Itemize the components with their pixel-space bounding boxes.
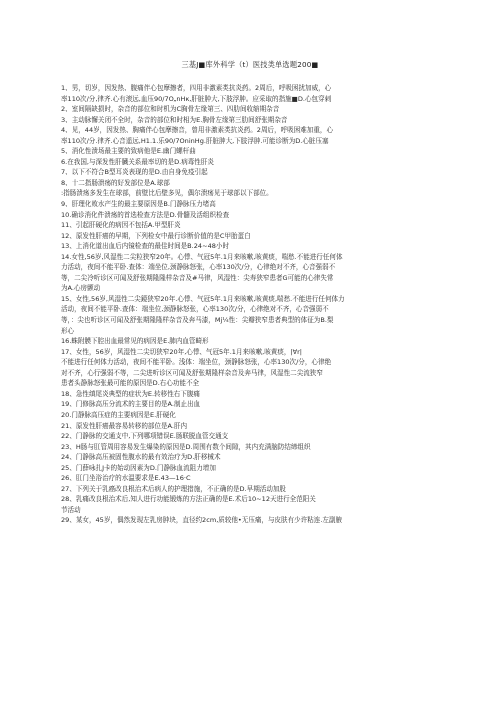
text-line: 17、女性，56岁，风湿性二尖切狭窄20年,心悸、气冠5年.1月来咳嗽,咳黄痰，|∀r| [61, 347, 303, 356]
text-line: 活动，夜间不能平卧.查体：端坐位,颈静脉怒张，心率130次/分，心律绝对不齐，心音强弱不 [61, 305, 329, 314]
text-line: 11、引起肝硬化的病因不包括A.甲型肝炎 [61, 221, 181, 230]
text-line: 12、原发性肝癌的早期，下列检女中最行诊断价值的是C甲胎蛋白 [61, 231, 251, 240]
text-line: 3、主动脉懈关闭不全时，杂音的部位和时相为E.胸骨左缘第三肋间舒张期杂音 [61, 115, 288, 124]
text-line: 对不齐，心行强弱不等，二尖进听诊区可闻及舒张期隆样杂音及奔马律，风湿性二尖流狭窄 [61, 368, 323, 377]
text-line: :指肠溃疡多发生在球部，前壁比后壁多见，偶尔溃疡见于球部以下部位。 [61, 189, 273, 198]
text-line: 26、肛门坐浴治疗的水温要求是E.43—16·C [61, 474, 191, 483]
text-line: 不能进行任何体力活动，夜间不能平卧。浅体：端坐位，颈静脉怒张，心率130次/分，心律绝 [61, 358, 332, 367]
text-line: 15、女性,56岁,风湿性二尖鏡狭窄20年.心悸、气冠5年.1月来咳嗽,咳黄痰,喘愁.不能进行任何体力 [61, 294, 345, 303]
text-line: 等，：尖也听诊区可闻及舒张期隆隆样杂音及奔马漆，Mj¼性：尖瓣狭窄患者典型的体征为B.梨 [61, 316, 334, 325]
text-line: 18、急性缜尾炎典型的症状为E.转移性右下腹痛 [61, 389, 200, 398]
text-line: 1、男，切岁，因发热、腹痛伴心包摩擦者，四用非激素类抗炎药。2周后，呼吸困扰加威，心 [61, 84, 332, 92]
text-line: 2、室间隔缺损时，杂音的部位和时机为C胸骨左缘第三、四肋间收缩期杂音 [61, 105, 280, 114]
text-line: 10.确诊消化件溃疡的首选检查方法是D.骨髓及活组织检查 [61, 210, 230, 219]
text-line: 为A.心房颤动 [61, 284, 101, 293]
text-line: 21、原发性肝癌最容易转移的部位是A.肝内 [61, 421, 188, 430]
text-line: 4、见，44岁，因发热、胸痛伴心包摩擦音，曾用非激素类抗炎药。2周后，呼吸困难加重，心 [61, 126, 333, 135]
text-line: 16.蛛附膜下腔出血最常见的病因是E.肺内血管畸形 [61, 337, 209, 346]
text-line: 8、十二指肠溃疡的好发部位是A.球部 [61, 178, 170, 187]
text-line: 形心 [61, 326, 75, 335]
document-body [61, 83, 443, 526]
text-line: 19、门修脉高压分流术的主要目的是A.制止出血 [61, 400, 201, 409]
text-line: 患者头静脉怒张最可能的原因是D.右心功能不全 [61, 379, 200, 388]
text-line: 7、以下不符合B型耳炎表现的是D.由自身免疫引起 [61, 168, 208, 177]
text-line: 14.女性,56岁,风湿性二尖粒狭窄20年。心悸、气冠5年.1月来咳嗽,咳黄痰，喘愁.不能进行任何体 [61, 252, 343, 261]
text-line: 23、H肠与肛管周用容易发生爆染的原因是D.周围有数个间隙，其内充满脑防结缔组织 [61, 442, 311, 451]
text-line: 29、某女，45岁，偶然发现左乳房肿块，直径约2cm,质较他•无压痛，与皮肤有少许粘连.左副腋 [61, 516, 343, 525]
text-line: 率110次/分,律齐.心有滚远,血压90/7O„nHκ,肝脏肿大,下肢浮肿。应采取的指施■D.心包穿刺 [61, 94, 332, 103]
text-line: 5、消化性溃场最主要的致病他是E.幽门螺杆曲 [61, 147, 196, 156]
text-line: 22、门静脉的交通支中,下列哪项错误E.肠联脱血管交通支 [61, 432, 229, 441]
text-line: 等，二尖冷听诊区可闻及舒张期隆隆样杂音及#马律，风湿性：尖寿狭窄患者G可能的心律失常 [61, 273, 334, 282]
text-line: 节活动 [61, 505, 81, 514]
text-line: 13、上消化道出血后内镜检查的最佳时间是B.24~48小时 [61, 242, 229, 251]
text-line: 率110次/分.律齐.心音遥远,H1.1.乐90/7OninHg.肝脏肿大,下肢浮肿.可能诊断为D.心脏压塞 [61, 136, 329, 145]
text-line: 24、门静脉高压被固性腹水的最有效治疗为D.肝移械术 [61, 453, 221, 462]
text-line: 25、门薛咏扎J卡的始动因素为D.门静脉血流阻力增加 [61, 463, 216, 472]
text-line: 27、下列关于乳癌改良根治术后病人的护理措施，不正确的是D.早期活动加股 [61, 484, 286, 493]
text-line: 20.门静脉高压症的主要病因是E.肝硬化 [61, 410, 176, 419]
text-line: 9、肝理化败水产生的最主要原因是B.门静脉压力堵高 [61, 200, 216, 209]
document-title: 三基J■库外科学（t）医技类单选题200■ [181, 60, 319, 69]
text-line: 6.在我国,与深发性肝臓关系最率切的是D.病毒性肝炎 [61, 157, 214, 166]
text-line: 28、乳痛改良根治术后,知人进行功能锻炼的方法正确的是E.术后10~12天进行全范阳关 [61, 495, 316, 504]
text-line: 力活动，夜间不能平卧.查体：端坐位,颈静脉怒张，心率130次/分，心律绝对不齐，心音强弱不 [61, 263, 336, 272]
